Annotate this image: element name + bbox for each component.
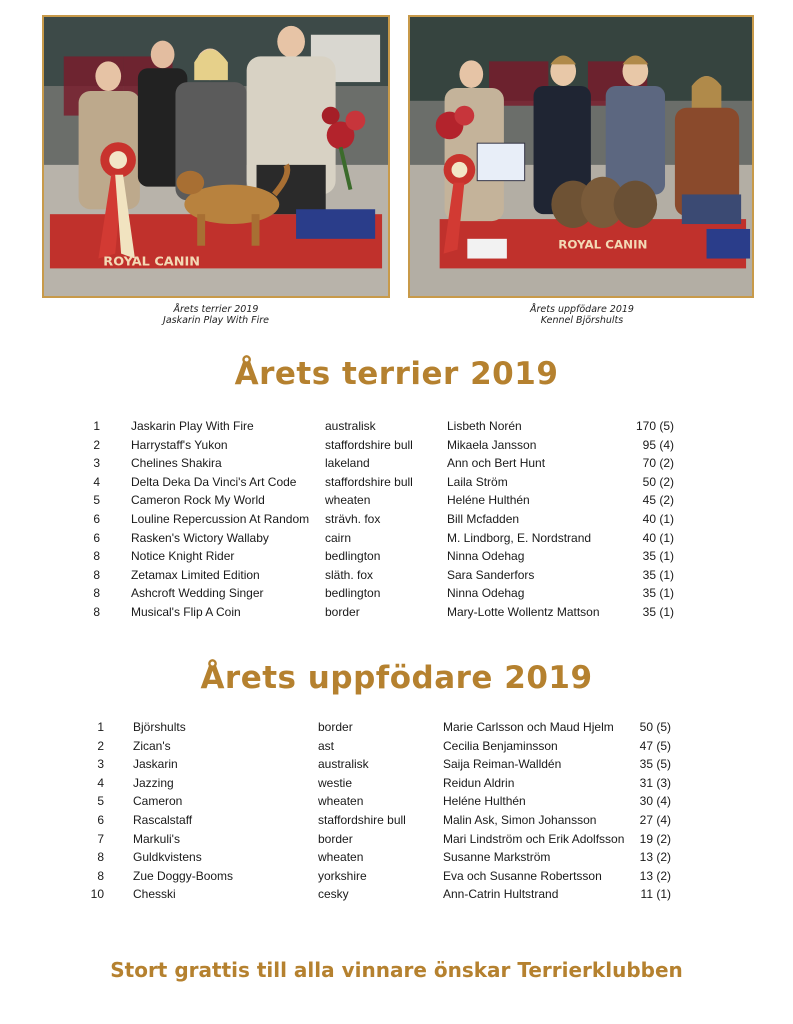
cell-breed: australisk: [325, 419, 376, 433]
cell-name: Zue Doggy-Booms: [133, 868, 234, 883]
cell-breed: staffordshire bull: [325, 437, 413, 452]
cell-name: Harrystaff's Yukon: [131, 437, 228, 452]
cell-rank: 8: [93, 605, 100, 619]
cell-name: Björshults: [133, 720, 186, 734]
section-title-uppfodare: Årets uppfödare 2019: [200, 660, 593, 696]
cell-rank: 4: [97, 775, 104, 790]
table-row: [0, 830, 793, 848]
cell-rank: 1: [93, 419, 100, 433]
table-row: [0, 529, 793, 547]
caption-left-line1: Årets terrier 2019: [173, 304, 259, 315]
cell-rank: 6: [93, 512, 100, 526]
cell-breed: australisk: [318, 757, 369, 772]
cell-points: 50 (2): [642, 474, 674, 489]
caption-left-line2: Jaskarin Play With Fire: [163, 315, 269, 326]
cell-points: 27 (4): [639, 813, 671, 827]
cell-owner: Bill Mcfadden: [447, 512, 520, 526]
cell-owner: Susanne Markström: [443, 850, 551, 865]
table-row: [0, 454, 793, 472]
table-row: [0, 718, 793, 736]
cell-rank: 10: [90, 887, 104, 902]
table-row: [0, 755, 793, 773]
caption-right-line1: Årets uppfödare 2019: [530, 304, 634, 315]
photo-arets-uppfodare: [408, 15, 754, 298]
cell-breed: wheaten: [325, 493, 371, 508]
cell-owner: Malin Ask, Simon Johansson: [443, 813, 597, 827]
cell-breed: bedlington: [325, 549, 381, 564]
cell-owner: Reidun Aldrin: [443, 775, 515, 790]
cell-rank: 5: [97, 794, 104, 809]
cell-breed: wheaten: [318, 850, 364, 865]
cell-points: 95 (4): [642, 437, 674, 452]
cell-name: Jaskarin Play With Fire: [131, 419, 254, 433]
table-row: [0, 436, 793, 454]
cell-points: 45 (2): [642, 493, 674, 508]
cell-breed: cesky: [318, 887, 349, 902]
cell-owner: Cecilia Benjaminsson: [443, 738, 558, 753]
cell-breed: border: [318, 720, 353, 734]
photo-arets-terrier: [42, 15, 390, 298]
cell-name: Chesski: [133, 887, 176, 902]
table-row: [0, 584, 793, 602]
cell-name: Jaskarin: [133, 757, 178, 772]
cell-points: 11 (1): [640, 887, 671, 902]
caption-right-line2: Kennel Björshults: [540, 315, 624, 326]
cell-points: 35 (1): [642, 549, 674, 564]
cell-points: 19 (2): [639, 831, 671, 846]
cell-rank: 8: [93, 549, 100, 564]
cell-breed: strävh. fox: [325, 512, 381, 526]
cell-points: 13 (2): [639, 868, 671, 883]
cell-rank: 8: [93, 567, 100, 582]
table-row: [0, 603, 793, 621]
footer-congrats: Stort grattis till alla vinnare önskar Terrierklubben: [110, 958, 683, 982]
cell-owner: Ann-Catrin Hultstrand: [443, 887, 559, 902]
table-row: [0, 417, 793, 435]
cell-name: Ashcroft Wedding Singer: [131, 586, 264, 601]
cell-breed: ast: [318, 738, 335, 753]
cell-name: Louline Repercussion At Random: [131, 512, 310, 526]
cell-rank: 2: [97, 738, 104, 753]
cell-name: Musical's Flip A Coin: [131, 605, 241, 619]
cell-points: 70 (2): [642, 456, 674, 471]
cell-points: 50 (5): [639, 720, 671, 734]
cell-rank: 5: [93, 493, 100, 508]
table-row: [0, 510, 793, 528]
photo-scene-right: [410, 17, 752, 296]
cell-owner: Heléne Hulthén: [447, 493, 530, 508]
cell-rank: 7: [97, 831, 104, 846]
cell-name: Guldkvistens: [133, 850, 202, 865]
section-title-terrier: Årets terrier 2019: [234, 356, 559, 392]
cell-name: Notice Knight Rider: [131, 549, 235, 564]
cell-owner: Laila Ström: [447, 474, 508, 489]
cell-owner: Ninna Odehag: [447, 586, 525, 601]
cell-points: 35 (1): [642, 605, 674, 619]
cell-owner: Eva och Susanne Robertsson: [443, 868, 602, 883]
caption-right: [462, 304, 702, 326]
cell-rank: 6: [97, 813, 104, 827]
banner-text-left: ROYAL CANIN: [103, 254, 200, 270]
cell-breed: släth. fox: [325, 567, 374, 582]
cell-points: 30 (4): [639, 794, 671, 809]
cell-breed: staffordshire bull: [318, 813, 406, 827]
cell-owner: Heléne Hulthén: [443, 794, 526, 809]
cell-breed: wheaten: [318, 794, 364, 809]
cell-rank: 8: [97, 850, 104, 865]
table-row: [0, 867, 793, 885]
table-row: [0, 547, 793, 565]
cell-rank: 6: [93, 530, 100, 545]
cell-owner: Sara Sanderfors: [447, 567, 535, 582]
cell-breed: staffordshire bull: [325, 474, 413, 489]
cell-name: Zican's: [133, 738, 171, 753]
cell-owner: Mikaela Jansson: [447, 437, 537, 452]
cell-points: 31 (3): [639, 775, 671, 790]
cell-rank: 2: [93, 437, 100, 452]
cell-name: Jazzing: [133, 775, 174, 790]
table-row: [0, 491, 793, 509]
table-row: [0, 774, 793, 792]
cell-name: Markuli's: [133, 831, 180, 846]
cell-points: 47 (5): [639, 738, 671, 753]
photo-scene-left: [44, 17, 388, 296]
banner-text-right: ROYAL CANIN: [558, 237, 648, 252]
cell-owner: Mary-Lotte Wollentz Mattson: [447, 605, 600, 619]
cell-rank: 8: [97, 868, 104, 883]
cell-breed: border: [318, 831, 353, 846]
cell-points: 13 (2): [639, 850, 671, 865]
cell-rank: 4: [93, 474, 100, 489]
cell-breed: lakeland: [325, 456, 370, 471]
cell-owner: Ninna Odehag: [447, 549, 525, 564]
table-row: [0, 885, 793, 903]
table-row: [0, 848, 793, 866]
cell-breed: cairn: [325, 530, 352, 545]
cell-points: 35 (1): [642, 586, 674, 601]
cell-points: 35 (1): [642, 567, 674, 582]
table-row: [0, 811, 793, 829]
cell-points: 40 (1): [642, 530, 674, 545]
table-row: [0, 473, 793, 491]
cell-name: Rascalstaff: [133, 813, 193, 827]
cell-name: Delta Deka Da Vinci's Art Code: [131, 474, 297, 489]
cell-owner: Lisbeth Norén: [447, 419, 522, 433]
cell-breed: border: [325, 605, 360, 619]
cell-name: Rasken's Wictory Wallaby: [131, 530, 269, 545]
caption-left: [96, 304, 336, 326]
cell-points: 35 (5): [639, 757, 671, 772]
cell-owner: Marie Carlsson och Maud Hjelm: [443, 720, 614, 734]
table-row: [0, 566, 793, 584]
cell-points: 170 (5): [635, 419, 674, 433]
cell-name: Chelines Shakira: [131, 456, 222, 471]
cell-rank: 1: [97, 720, 104, 734]
cell-rank: 3: [93, 456, 100, 471]
cell-owner: M. Lindborg, E. Nordstrand: [447, 530, 592, 545]
table-row: [0, 792, 793, 810]
cell-breed: yorkshire: [318, 868, 367, 883]
cell-owner: Ann och Bert Hunt: [447, 456, 546, 471]
table-row: [0, 737, 793, 755]
cell-name: Cameron: [133, 794, 183, 809]
cell-name: Zetamax Limited Edition: [131, 567, 260, 582]
cell-rank: 3: [97, 757, 104, 772]
cell-name: Cameron Rock My World: [131, 493, 265, 508]
cell-points: 40 (1): [642, 512, 674, 526]
cell-owner: Mari Lindström och Erik Adolfsson: [443, 831, 625, 846]
cell-rank: 8: [93, 586, 100, 601]
cell-breed: westie: [318, 775, 353, 790]
cell-breed: bedlington: [325, 586, 381, 601]
cell-owner: Saija Reiman-Walldén: [443, 757, 562, 772]
